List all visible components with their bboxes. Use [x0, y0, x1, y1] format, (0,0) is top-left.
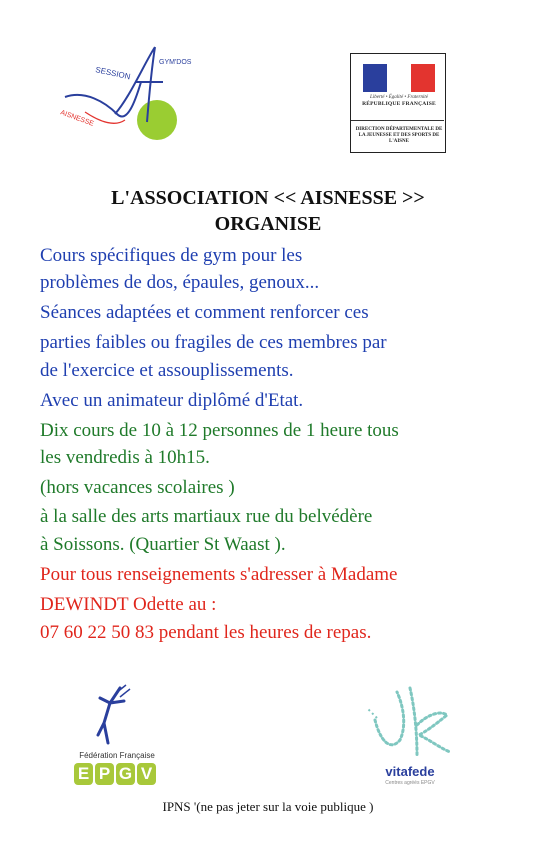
body-line: parties faibles ou fragiles de ces membres par	[40, 332, 387, 353]
logo-text-bottom: AISNESSE	[59, 109, 95, 128]
body-line: les vendredis à 10h15.	[40, 447, 210, 468]
republique-direction: DIRECTION DÉPARTEMENTALE DE LA JEUNESSE ET DES SPORTS DE L'AISNE	[355, 127, 443, 144]
epgv-letter: G	[116, 763, 135, 785]
republique-francaise-logo	[350, 53, 450, 153]
footer-notice: IPNS '(ne pas jeter sur la voie publique )	[162, 799, 374, 814]
divider	[351, 120, 444, 121]
heading-association: L'ASSOCIATION << AISNESSE >>	[111, 187, 425, 209]
republique-motto: Liberté • Égalité • Fraternité	[370, 95, 428, 100]
body-line: à la salle des arts martiaux rue du belvédère	[40, 506, 373, 527]
vitafede-tagline: Centres agréés EPGV	[385, 780, 435, 786]
vitafede-mark-icon	[355, 680, 465, 765]
aisnesse-logo-graphic	[55, 42, 215, 142]
body-line: Cours spécifiques de gym pour les	[40, 245, 303, 266]
epgv-letter: V	[137, 763, 156, 785]
vitafede-logo	[355, 680, 465, 795]
body-line: Dix cours de 10 à 12 personnes de 1 heure tous	[40, 420, 399, 441]
epgv-logo	[72, 683, 172, 793]
heading-organise: ORGANISE	[214, 213, 322, 235]
body-line: Séances adaptées et comment renforcer ces	[40, 302, 369, 323]
body-line: de l'exercice et assouplissements.	[40, 360, 294, 381]
body-line: à Soissons. (Quartier St Waast ).	[40, 534, 286, 555]
epgv-letters	[74, 763, 156, 785]
body-line: DEWINDT Odette au :	[40, 594, 217, 615]
body-line: problèmes de dos, épaules, genoux...	[40, 272, 320, 293]
epgv-label: Fédération Française	[79, 751, 155, 760]
body-line: Pour tous renseignements s'adresser à Madame	[40, 564, 398, 585]
aisnesse-logo	[55, 42, 215, 142]
epgv-letter: E	[74, 763, 93, 785]
body-line: (hors vacances scolaires )	[40, 477, 235, 498]
epgv-letter: P	[95, 763, 114, 785]
vitafede-name: vitafede	[385, 764, 435, 779]
body-line: 07 60 22 50 83 pendant les heures de repas.	[40, 622, 372, 643]
republique-name: RÉPUBLIQUE FRANÇAISE	[362, 101, 436, 107]
body-line: Avec un animateur diplômé d'Etat.	[40, 390, 304, 411]
logo-text-right: GYM'DOS	[159, 59, 192, 66]
green-ball-icon	[137, 100, 177, 140]
logo-text-top: SESSION	[94, 65, 132, 82]
gymnast-icon	[80, 683, 140, 748]
french-flag-icon	[363, 64, 435, 92]
republique-logo-frame	[350, 53, 446, 153]
